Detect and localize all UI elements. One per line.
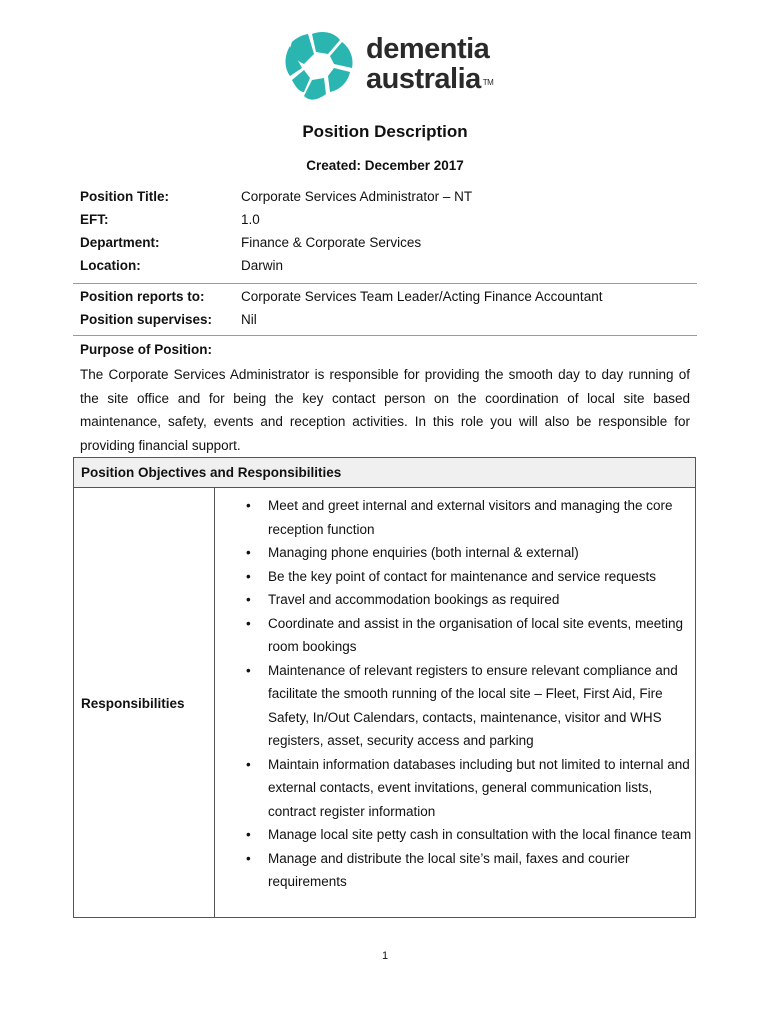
supervises-value: Nil bbox=[241, 312, 257, 327]
list-item: • Manage and distribute the local site’s mail, faxes and courier requirements bbox=[268, 847, 692, 894]
list-item: • Be the key point of contact for maintenance and service requests bbox=[268, 565, 692, 589]
location-label: Location: bbox=[80, 258, 141, 273]
responsibilities-list bbox=[268, 494, 692, 894]
logo-wordmark bbox=[366, 33, 494, 95]
position-title-value: Corporate Services Administrator – NT bbox=[241, 189, 473, 204]
reports-to-value: Corporate Services Team Leader/Acting Finance Accountant bbox=[241, 289, 603, 304]
purpose-heading: Purpose of Position: bbox=[80, 342, 213, 357]
list-item: • Maintenance of relevant registers to ensure relevant compliance and facilitate the smooth running of the local site – Fleet, First Aid, Fire Safety, In/Out Calendars, contacts, maintenance, visitor and WHS registers, asset, security access and parking bbox=[268, 659, 692, 753]
department-label: Department: bbox=[80, 235, 160, 250]
position-title-label: Position Title: bbox=[80, 189, 170, 204]
purpose-text: The Corporate Services Administrator is responsible for providing the smooth day to day running of the site office and for being the key contact person on the coordination of local site based maintenance, safety, events and reception activities. In this role you will also be responsible for providing financial support. bbox=[80, 367, 690, 453]
department-value: Finance & Corporate Services bbox=[241, 235, 422, 250]
created-date: Created: December 2017 bbox=[306, 158, 464, 173]
table-column-divider bbox=[214, 488, 215, 917]
eft-value: 1.0 bbox=[241, 212, 260, 227]
location-value: Darwin bbox=[241, 258, 284, 273]
objectives-table bbox=[73, 457, 696, 918]
objectives-heading: Position Objectives and Responsibilities bbox=[81, 465, 342, 480]
list-item: • Travel and accommodation bookings as required bbox=[268, 588, 692, 612]
reports-to-label: Position reports to: bbox=[80, 289, 205, 304]
objectives-table-header bbox=[74, 458, 695, 488]
logo-line-2: australia bbox=[366, 63, 481, 95]
supervises-label: Position supervises: bbox=[80, 312, 213, 327]
eft-label: EFT: bbox=[80, 212, 109, 227]
list-item: • Managing phone enquiries (both internal & external) bbox=[268, 541, 692, 565]
logo-trademark: TM bbox=[482, 78, 494, 87]
document-title: Position Description bbox=[302, 122, 468, 141]
list-item: • Meet and greet internal and external visitors and managing the core reception function bbox=[268, 494, 692, 541]
page-number: 1 bbox=[381, 950, 389, 962]
brain-logo-icon bbox=[282, 30, 362, 102]
responsibilities-label: Responsibilities bbox=[81, 696, 185, 711]
section-divider bbox=[73, 283, 697, 284]
dementia-australia-logo bbox=[282, 30, 492, 102]
list-item: • Manage local site petty cash in consultation with the local finance team bbox=[268, 823, 692, 847]
section-divider bbox=[73, 335, 697, 336]
logo-line-1: dementia bbox=[366, 33, 490, 65]
list-item: • Coordinate and assist in the organisation of local site events, meeting room bookings bbox=[268, 612, 692, 659]
list-item: • Maintain information databases including but not limited to internal and external contacts, event invitations, general communication lists, contract register information bbox=[268, 753, 692, 824]
